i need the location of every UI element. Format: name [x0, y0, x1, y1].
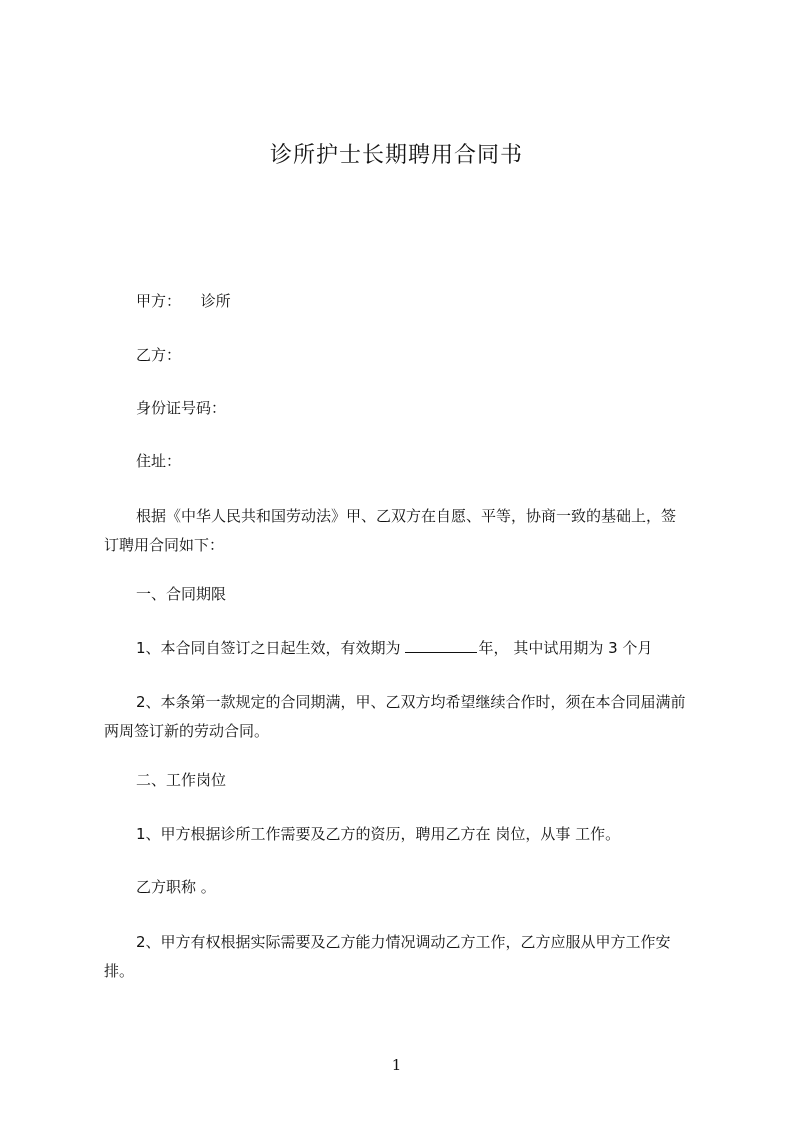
party-a-label: 甲方： — [136, 292, 182, 310]
id-number-label: 身份证号码： — [136, 399, 227, 417]
section-2-heading: 二、工作岗位 — [136, 771, 227, 789]
address-label: 住址： — [136, 452, 182, 470]
document-title: 诊所护士长期聘用合同书 — [269, 143, 523, 168]
professional-title-line: 乙方职称 。 — [136, 878, 216, 896]
term-text-before: 1、本合同自签订之日起生效，有效期为 — [136, 639, 401, 657]
section-1-item-1 — [136, 638, 652, 658]
section-1-item-2: 2、本条第一款规定的合同期满，甲、乙双方均希望继续合作时，须在本合同届满前两周签订新的劳动合同。 — [104, 693, 686, 740]
term-years-blank — [405, 638, 477, 653]
intro-paragraph: 根据《中华人民共和国劳动法》甲、乙双方在自愿、平等，协商一致的基础上，签订聘用合同如下： — [104, 507, 677, 554]
page-number: 1 — [391, 1056, 402, 1074]
party-a-line — [136, 291, 231, 311]
section-2-item-1: 1、甲方根据诊所工作需要及乙方的资历，聘用乙方在 岗位，从事 工作。 — [136, 825, 621, 843]
section-1-heading: 一、合同期限 — [136, 585, 227, 603]
term-text-after: 年， 其中试用期为 3 个月 — [478, 639, 653, 657]
party-b-label: 乙方： — [136, 346, 182, 364]
party-a-value: 诊所 — [200, 292, 231, 310]
section-2-item-2: 2、甲方有权根据实际需要及乙方能力情况调动乙方工作，乙方应服从甲方工作安排。 — [104, 933, 671, 980]
